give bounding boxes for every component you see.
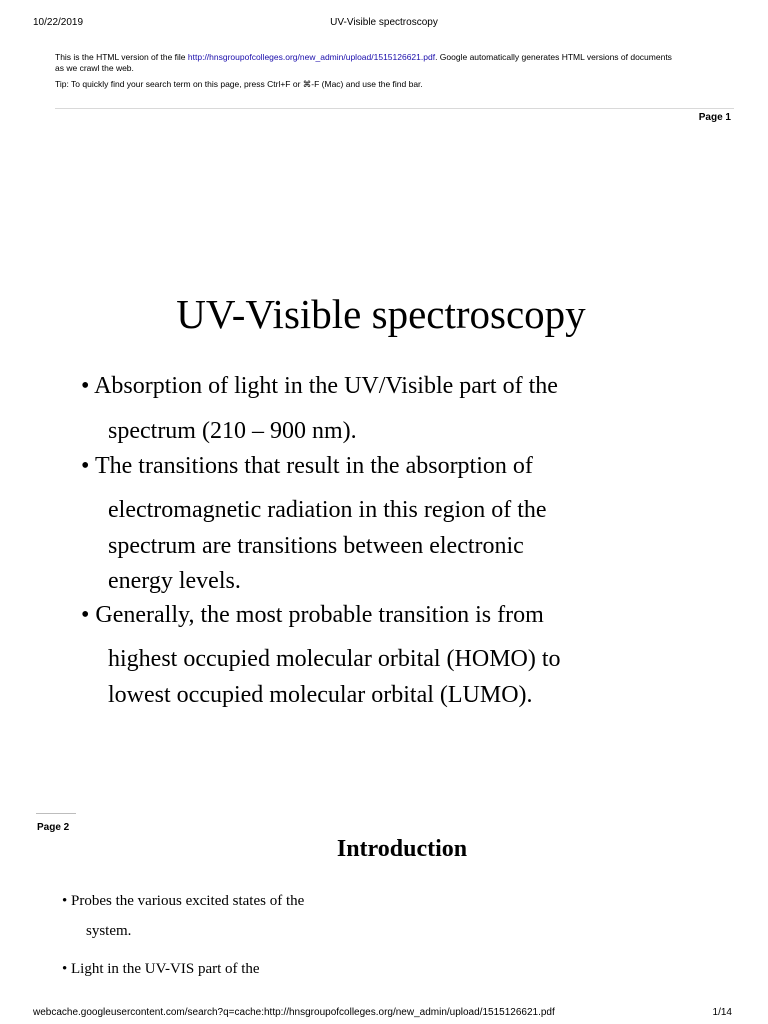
print-date: 10/22/2019 bbox=[33, 17, 84, 28]
slide-1-bullet-2: • The transitions that result in the absorption of bbox=[81, 453, 533, 479]
slide-1-bullet-2-cont-1: electromagnetic radiation in this region of the bbox=[108, 497, 547, 523]
print-title: UV-Visible spectroscopy bbox=[330, 17, 438, 28]
page-2-divider bbox=[36, 813, 76, 814]
cache-banner bbox=[55, 52, 715, 90]
banner-divider bbox=[55, 108, 734, 109]
slide-1-bullet-3-cont-1: highest occupied molecular orbital (HOMO) to bbox=[108, 646, 561, 672]
print-footer-url: webcache.googleusercontent.com/search?q=cache:http://hnsgroupofcolleges.org/new_admin/upload/1515126621.pdf bbox=[33, 1007, 555, 1018]
page-2-label: Page 2 bbox=[37, 822, 70, 833]
cache-notice bbox=[55, 52, 715, 73]
slide-2-bullet-2: • Light in the UV-VIS part of the bbox=[62, 961, 260, 977]
slide-1-bullet-1-cont: spectrum (210 – 900 nm). bbox=[108, 418, 357, 444]
slide-1-bullet-2-cont-2: spectrum are transitions between electronic bbox=[108, 533, 524, 559]
print-page-count: 1/14 bbox=[712, 1007, 732, 1018]
cache-notice-text: This is the HTML version of the file bbox=[55, 52, 188, 62]
page-1-label: Page 1 bbox=[698, 112, 731, 123]
slide-1-title: UV-Visible spectroscopy bbox=[176, 291, 586, 337]
slide-2-bullet-1: • Probes the various excited states of the bbox=[62, 893, 305, 909]
slide-1-bullet-1: • Absorption of light in the UV/Visible part of the bbox=[81, 373, 558, 399]
cache-notice-text-cont: . Google automatically generates HTML versions of documents bbox=[435, 52, 672, 62]
slide-1-bullet-3: • Generally, the most probable transition is from bbox=[81, 602, 544, 628]
find-tip: Tip: To quickly find your search term on this page, press Ctrl+F or ⌘-F (Mac) and use the find bar. bbox=[55, 79, 423, 89]
slide-1-bullet-2-cont-3: energy levels. bbox=[108, 568, 241, 594]
slide-2-title: Introduction bbox=[336, 836, 468, 862]
slide-1-bullet-3-cont-2: lowest occupied molecular orbital (LUMO). bbox=[108, 682, 533, 708]
source-pdf-link[interactable]: http://hnsgroupofcolleges.org/new_admin/upload/1515126621.pdf bbox=[187, 52, 436, 62]
cache-notice-text-line2: as we crawl the web. bbox=[55, 62, 134, 73]
slide-2-bullet-1-cont: system. bbox=[86, 923, 132, 939]
